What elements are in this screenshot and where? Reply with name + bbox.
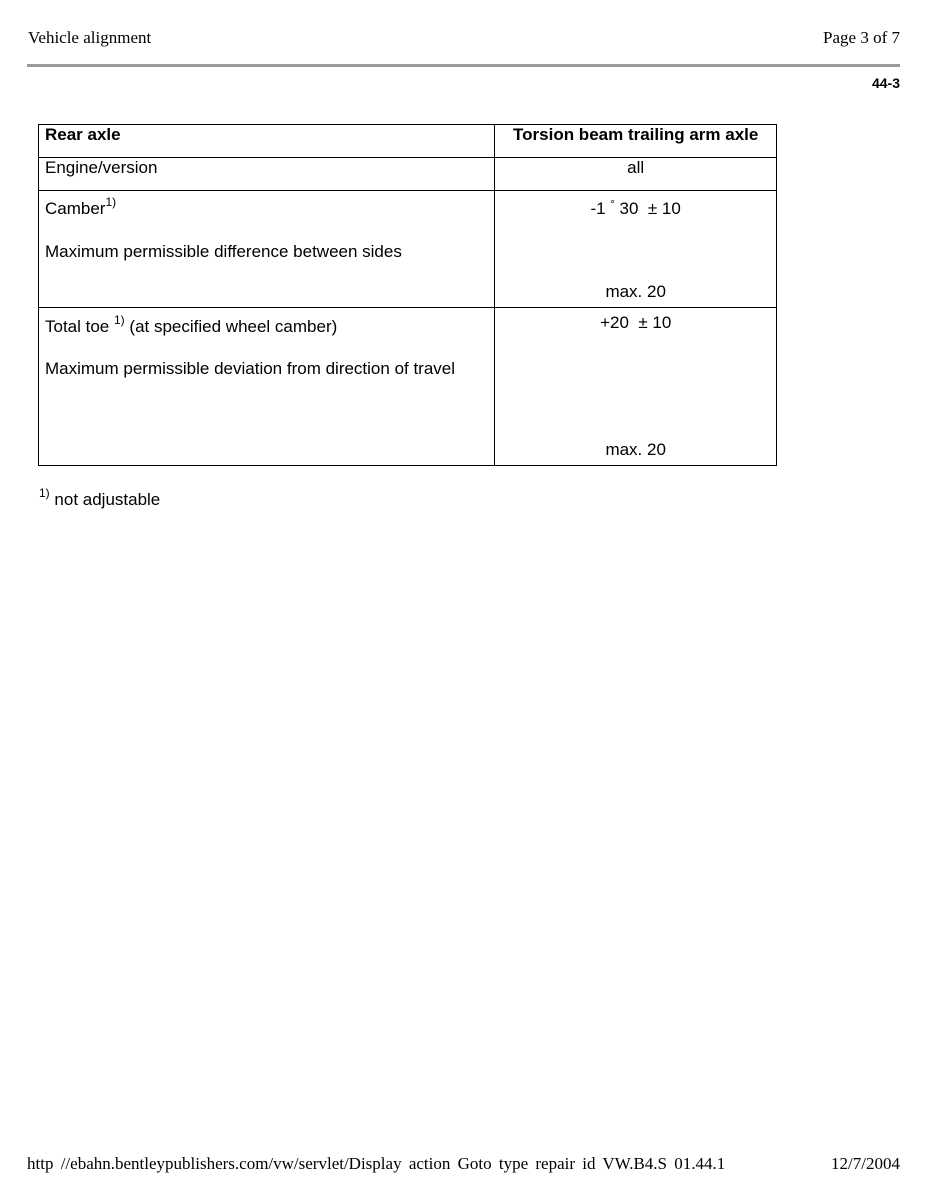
camber-difference-value: max. 20: [605, 282, 666, 301]
toe-label-qualifier: (at specified wheel camber): [129, 317, 338, 336]
section-number: 44-3: [871, 75, 900, 91]
camber-label: Camber: [45, 199, 106, 218]
toe-value-cell: [495, 308, 777, 466]
header-axle-type: Torsion beam trailing arm axle: [495, 125, 777, 158]
camber-label-cell: [39, 191, 495, 308]
engine-version-label: Engine/version: [39, 158, 495, 191]
camber-footnote-mark: 1): [105, 195, 117, 209]
footnote-mark: 1): [39, 486, 50, 500]
camber-value-cell: [495, 191, 777, 308]
toe-label: Total toe: [45, 317, 110, 336]
table-row: [39, 158, 777, 191]
footnote-text: not adjustable: [54, 490, 161, 509]
camber-difference-label: Maximum permissible difference between sides: [45, 242, 402, 261]
document-title: Vehicle alignment: [28, 28, 152, 47]
table-row: [39, 191, 777, 308]
print-date: 12/7/2004: [831, 1154, 900, 1173]
table-header-row: [39, 125, 777, 158]
table-row: [39, 308, 777, 466]
toe-value: +20 ± 10: [600, 313, 672, 332]
source-url: http //ebahn.bentleypublishers.com/vw/servlet/Display action Goto type repair id VW.B4.S 01.44.1: [27, 1154, 726, 1173]
alignment-spec-table: [38, 124, 777, 466]
header-rear-axle: Rear axle: [39, 125, 495, 158]
degree-symbol: °: [610, 199, 615, 211]
page-indicator: Page 3 of 7: [823, 28, 900, 47]
toe-deviation-label: Maximum permissible deviation from direction of travel: [45, 359, 456, 378]
header-divider: [27, 64, 900, 67]
engine-version-value: all: [495, 158, 777, 191]
footnote: [39, 486, 161, 510]
toe-deviation-value: max. 20: [605, 440, 666, 459]
camber-value: -1 ° 30 ± 10: [590, 199, 681, 218]
toe-footnote-mark: 1): [114, 313, 125, 327]
toe-label-cell: [39, 308, 495, 466]
